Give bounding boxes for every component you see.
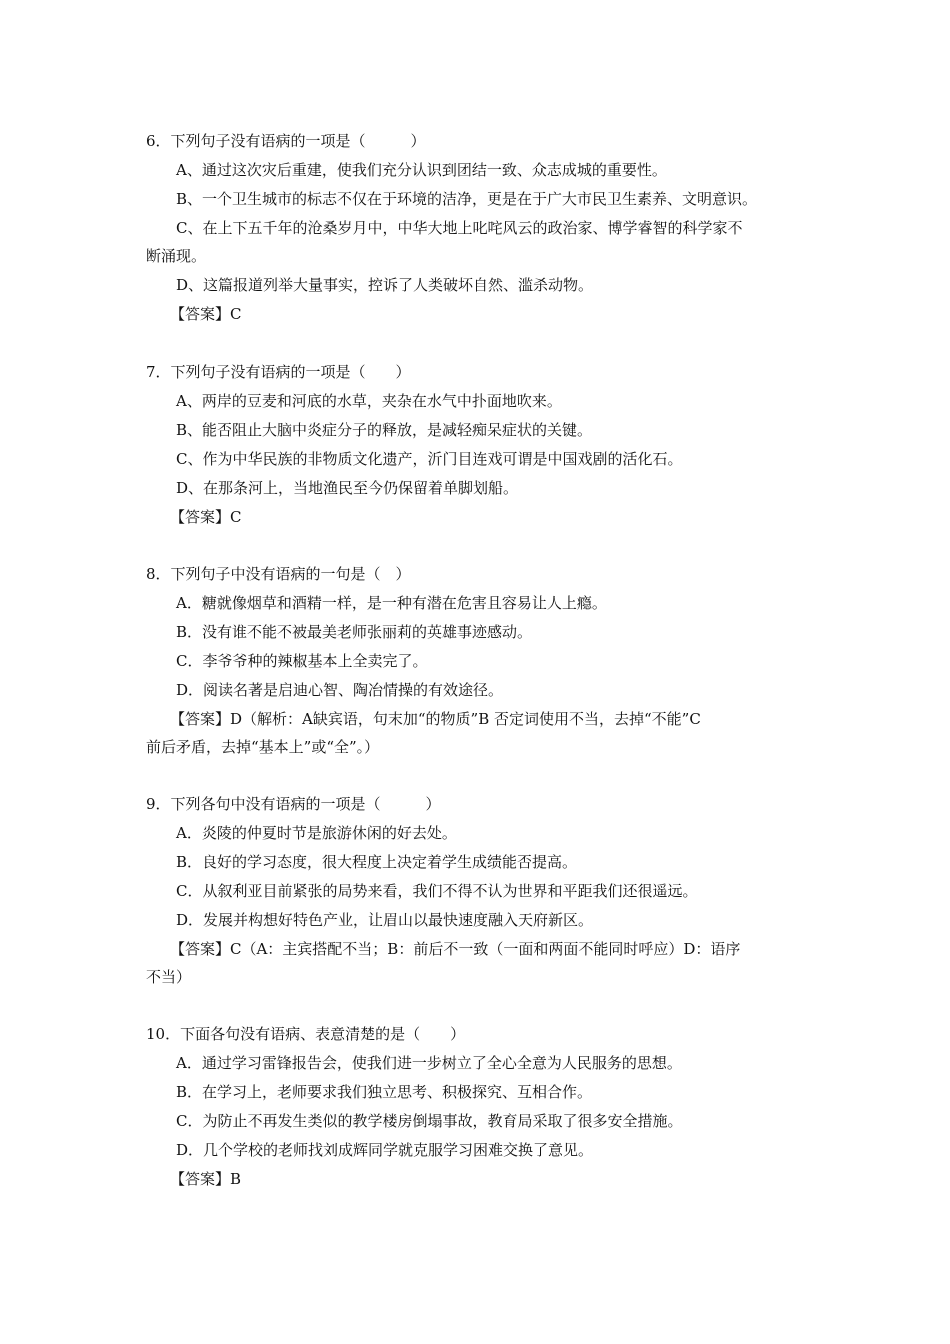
question-stem: 7．下列句子没有语病的一项是（ ） — [146, 363, 411, 381]
option-d: D、这篇报道列举大量事实，控诉了人类破坏自然、滥杀动物。 — [176, 276, 594, 294]
option-b: B．没有谁不能不被最美老师张丽莉的英雄事迹感动。 — [176, 623, 533, 641]
question-stem: 9．下列各句中没有语病的一项是（ ） — [146, 795, 441, 813]
option-d: D、在那条河上，当地渔民至今仍保留着单脚划船。 — [176, 479, 519, 497]
option-a: A．炎陵的仲夏时节是旅游休闲的好去处。 — [176, 824, 457, 842]
answer: 【答案】C（A：主宾搭配不当；B：前后不一致（一面和两面不能同时呼应）D：语序 — [170, 940, 741, 958]
option-a: A、通过这次灾后重建，使我们充分认识到团结一致、众志成城的重要性。 — [176, 161, 667, 179]
option-c: C．李爷爷种的辣椒基本上全卖完了。 — [176, 652, 428, 670]
option-c-continuation: 断涌现。 — [146, 247, 207, 265]
answer: 【答案】D（解析：A缺宾语，句末加“的物质”B 否定词使用不当，去掉“不能”C — [170, 710, 701, 728]
option-c: C、在上下五千年的沧桑岁月中，中华大地上叱咤风云的政治家、博学睿智的科学家不 — [176, 219, 743, 237]
option-d: D．阅读名著是启迪心智、陶冶情操的有效途径。 — [176, 681, 504, 699]
question-stem: 6．下列句子没有语病的一项是（ ） — [146, 132, 426, 150]
option-a: A．通过学习雷锋报告会，使我们进一步树立了全心全意为人民服务的思想。 — [176, 1054, 682, 1072]
option-b: B、一个卫生城市的标志不仅在于环境的洁净，更是在于广大市民卫生素养、文明意识。 — [176, 190, 758, 208]
option-c: C．从叙利亚目前紧张的局势来看，我们不得不认为世界和平距我们还很遥远。 — [176, 882, 698, 900]
answer: 【答案】C — [170, 508, 242, 526]
question-stem: 8．下列句子中没有语病的一句是（ ） — [146, 565, 411, 583]
answer: 【答案】B — [170, 1170, 242, 1188]
option-a: A．糖就像烟草和酒精一样，是一种有潜在危害且容易让人上瘾。 — [176, 594, 607, 612]
option-b: B、能否阻止大脑中炎症分子的释放，是减轻痴呆症状的关键。 — [176, 421, 593, 439]
option-b: B．良好的学习态度，很大程度上决定着学生成绩能否提高。 — [176, 853, 578, 871]
option-c: C、作为中华民族的非物质文化遗产，沂门目连戏可谓是中国戏剧的活化石。 — [176, 450, 683, 468]
answer-continuation: 前后矛盾，去掉“基本上”或“全”。） — [146, 738, 380, 756]
option-b: B．在学习上，老师要求我们独立思考、积极探究、互相合作。 — [176, 1083, 593, 1101]
option-d: D．发展并构想好特色产业，让眉山以最快速度融入天府新区。 — [176, 911, 594, 929]
option-a: A、两岸的豆麦和河底的水草，夹杂在水气中扑面地吹来。 — [176, 392, 562, 410]
question-stem: 10．下面各句没有语病、表意清楚的是（ ） — [146, 1025, 466, 1043]
option-d: D．几个学校的老师找刘成辉同学就克服学习困难交换了意见。 — [176, 1141, 594, 1159]
answer-continuation: 不当） — [146, 968, 192, 986]
option-c: C．为防止不再发生类似的教学楼房倒塌事故，教育局采取了很多安全措施。 — [176, 1112, 683, 1130]
answer: 【答案】C — [170, 305, 242, 323]
